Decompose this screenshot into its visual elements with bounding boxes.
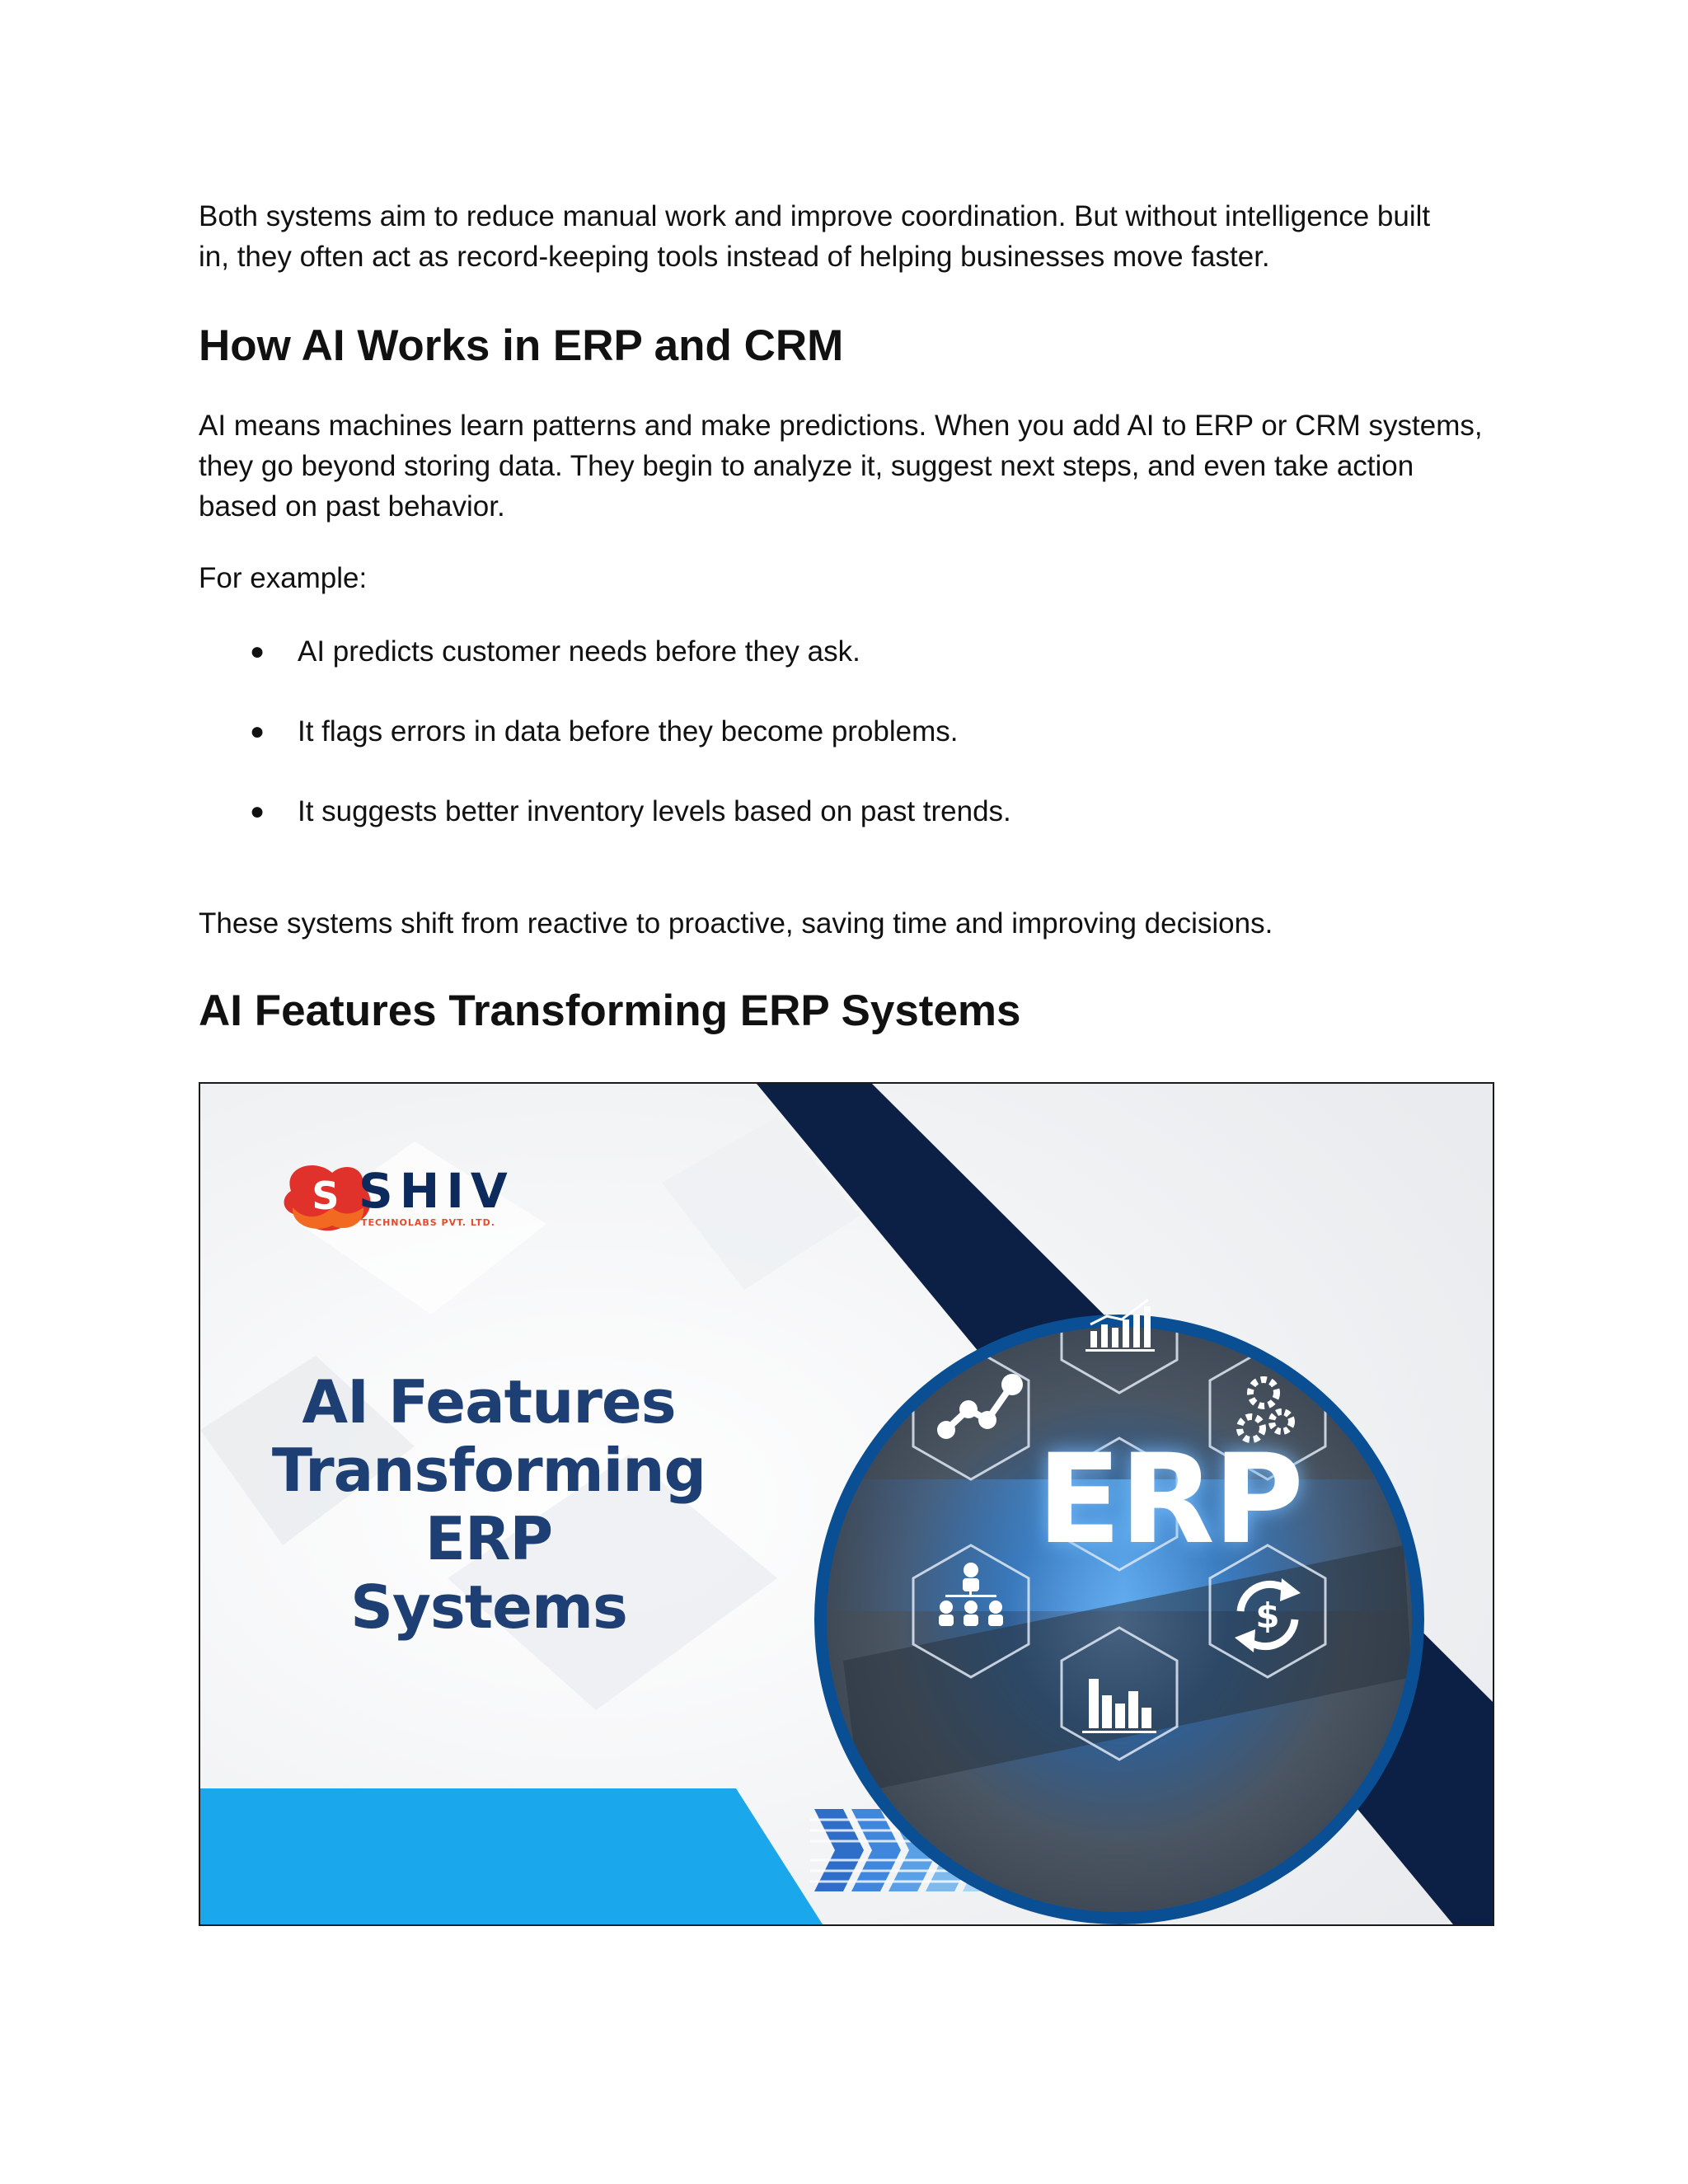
paragraph-ai-means: AI means machines learn patterns and make predictions. When you add AI to ERP or CRM systems, they go beyond storing data. They begin to analyze it, suggest next steps, and even take action based on past behavior. <box>199 410 1483 523</box>
bullet-dot: ● <box>250 638 265 665</box>
paragraph-intro: Both systems aim to reduce manual work and improve coordination. But without intelligence built in, they often act as record-keeping tools instead of helping businesses move faster. <box>199 200 1431 273</box>
bullet-text: AI predicts customer needs before they ask. <box>298 635 860 668</box>
ai-features-banner-image <box>199 1082 1494 1926</box>
bullet-text: It suggests better inventory levels based on past trends. <box>298 795 1011 827</box>
document-body <box>199 196 1493 1038</box>
bullet-dot: ● <box>250 718 265 745</box>
paragraph-shift: These systems shift from reactive to proactive, saving time and improving decisions. <box>199 907 1273 940</box>
bullet-list <box>199 631 1493 832</box>
bullet-dot: ● <box>250 798 265 825</box>
banner-title-line: Systems <box>350 1572 627 1642</box>
brand-subtitle: TECHNOLABS PVT. LTD. <box>361 1217 495 1228</box>
bullet-item <box>199 631 1493 672</box>
bullet-item <box>199 711 1493 752</box>
brand-name: SHIV <box>359 1163 514 1219</box>
erp-center-word: ERP <box>1037 1428 1302 1572</box>
banner-title-line: Transforming ERP <box>271 1436 706 1573</box>
svg-text:$: $ <box>1255 1596 1280 1636</box>
banner-title-line: AI Features <box>302 1367 676 1436</box>
heading-ai-features: AI Features Transforming ERP Systems <box>199 987 1021 1035</box>
svg-text:S: S <box>312 1174 340 1218</box>
paragraph-for-example: For example: <box>199 562 368 594</box>
bullet-text: It flags errors in data before they become problems. <box>298 715 959 748</box>
bullet-item <box>199 791 1493 832</box>
banner-title <box>250 1368 728 1642</box>
heading-how-ai-works: How AI Works in ERP and CRM <box>199 321 844 370</box>
